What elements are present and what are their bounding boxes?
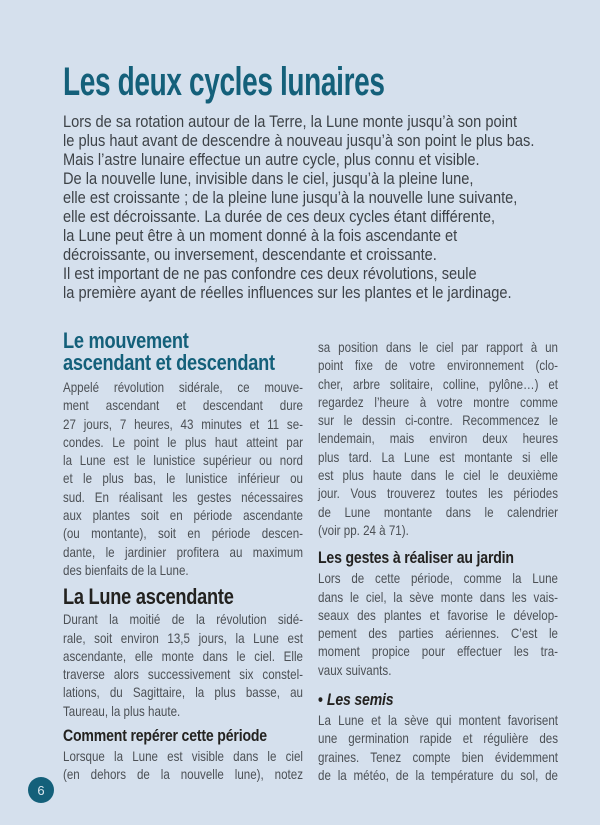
text-line: Taureau, la plus haute. <box>63 702 181 719</box>
text-line: Lors de sa rotation autour de la Terre, la Lune monte jusqu’à son point <box>63 112 518 131</box>
text-line: Durant la moitié de la révolution sidé- <box>63 611 304 628</box>
text-line: Lorsque la Lune est visible dans le ciel <box>63 748 304 765</box>
text-line: une germination rapide et régulière des <box>318 730 559 747</box>
text-line: la première ayant de réelles influences sur les plantes et le jardinage. <box>63 283 512 302</box>
text-line: vaux suivants. <box>318 661 392 678</box>
text-line: décroissante, ou inversement, descendante et croissante. <box>63 245 437 264</box>
text-line: elle est croissante ; de la pleine lune jusqu’à la nouvelle lune suivante, <box>63 188 518 207</box>
text-line: ascendant et descendant <box>63 350 275 375</box>
text-line: est plus haute dans le ciel le deuxième <box>318 467 559 484</box>
semis-heading-label: Les semis <box>326 690 394 710</box>
left-column-content <box>63 330 303 784</box>
reperer-heading: Comment repérer cette période <box>63 726 267 746</box>
intro-paragraph <box>63 112 600 302</box>
gestes-paragraph <box>318 569 558 679</box>
text-line: Mais l’astre lunaire effectue un autre cycle, plus connu et visible. <box>63 150 480 169</box>
text-line: condes. Le point le plus haut atteint par <box>63 433 304 450</box>
lune-ascendante-heading: La Lune ascendante <box>63 584 234 610</box>
text-line: ascendante, elle monte dans le ciel. Elle <box>63 647 304 664</box>
text-line: des bienfaits de la Lune. <box>63 561 189 578</box>
reperer-paragraph <box>63 747 303 784</box>
page-title: Les deux cycles lunaires <box>63 60 385 104</box>
bullet-icon: • <box>318 690 323 710</box>
text-line: point fixe de votre environnement (clo- <box>318 357 559 374</box>
text-line: de la météo, de la température du sol, de <box>318 766 559 783</box>
text-line: Le mouvement <box>63 328 189 353</box>
text-line: rale, soit environ 13,5 jours, la Lune est <box>63 629 304 646</box>
text-line: 27 jours, 7 heures, 43 minutes et 11 se- <box>63 415 304 432</box>
text-line: lations, du Sagittaire, la plus basse, au <box>63 684 304 701</box>
text-line: sa position dans le ciel par rapport à un <box>318 339 559 355</box>
text-line: et le plus bas, le lunistice inférieur ou <box>63 470 304 487</box>
movement-paragraph <box>63 378 303 579</box>
text-line: plus tard. La Lune est montante si elle <box>318 448 559 465</box>
text-line: cher, arbre solitaire, colline, pylône…) et <box>318 375 559 392</box>
movement-heading <box>63 330 303 374</box>
text-line: (en dehors de la nouvelle lune), notez <box>63 766 304 783</box>
text-line: dans le ciel, la sève monte dans les vais- <box>318 588 559 605</box>
text-line: aux plantes soit en période ascendante <box>63 507 304 524</box>
text-line: graines. Tenez compte bien évidemment <box>318 748 559 765</box>
text-line: Il est important de ne pas confondre ces deux révolutions, seule <box>63 264 477 283</box>
text-line: sur le dessin ci-contre. Recommencez le <box>318 412 559 429</box>
text-line: De la nouvelle lune, invisible dans le ciel, jusqu’à la pleine lune, <box>63 169 474 188</box>
text-line: Appelé révolution sidérale, ce mouve- <box>63 379 304 395</box>
page-number: 6 <box>37 782 45 798</box>
text-line: (voir pp. 24 à 71). <box>318 521 409 538</box>
text-line: dante, le jardinier profitera au maximum <box>63 543 304 560</box>
text-line: jour. Vous trouverez toutes les périodes <box>318 485 559 502</box>
text-line: le plus haut avant de descendre à nouveau jusqu’à son point le plus bas. <box>63 131 535 150</box>
text-line: traverse alors successivement six constel- <box>63 666 304 683</box>
text-line: Lors de cette période, comme la Lune <box>318 570 559 587</box>
text-line: seaux des plantes et favorise le dévelop- <box>318 606 559 623</box>
text-line: pement des parties aériennes. C’est le <box>318 625 559 642</box>
text-line: moment propice pour effectuer les tra- <box>318 643 559 660</box>
text-line: la Lune est le lunistice supérieur ou nord <box>63 452 304 469</box>
text-line: lendemain, mais environ deux heures <box>318 430 559 447</box>
text-line: elle est décroissante. La durée de ces deux cycles étant différente, <box>63 207 496 226</box>
right-column-content <box>318 330 558 784</box>
reperer-continuation-paragraph <box>318 338 558 539</box>
text-line: La Lune et la sève qui montent favorisent <box>318 712 559 729</box>
semis-paragraph <box>318 711 558 784</box>
text-line: la Lune peut être à un moment donné à la fois ascendante et <box>63 226 458 245</box>
right-column <box>318 330 558 784</box>
lune-ascendante-paragraph <box>63 610 303 720</box>
text-line: sud. En réalisant les gestes nécessaires <box>63 488 304 505</box>
left-column <box>63 330 303 784</box>
text-line: ment ascendant et descendant dure <box>63 397 304 414</box>
text-line: de Lune montante dans le calendrier <box>318 503 559 520</box>
page-number-badge <box>28 777 54 803</box>
semis-heading <box>318 691 558 709</box>
text-line: (ou montante), soit en période descen- <box>63 525 304 542</box>
text-line: regardez l’heure à votre montre comme <box>318 393 559 410</box>
gestes-heading: Les gestes à réaliser au jardin <box>318 548 514 568</box>
